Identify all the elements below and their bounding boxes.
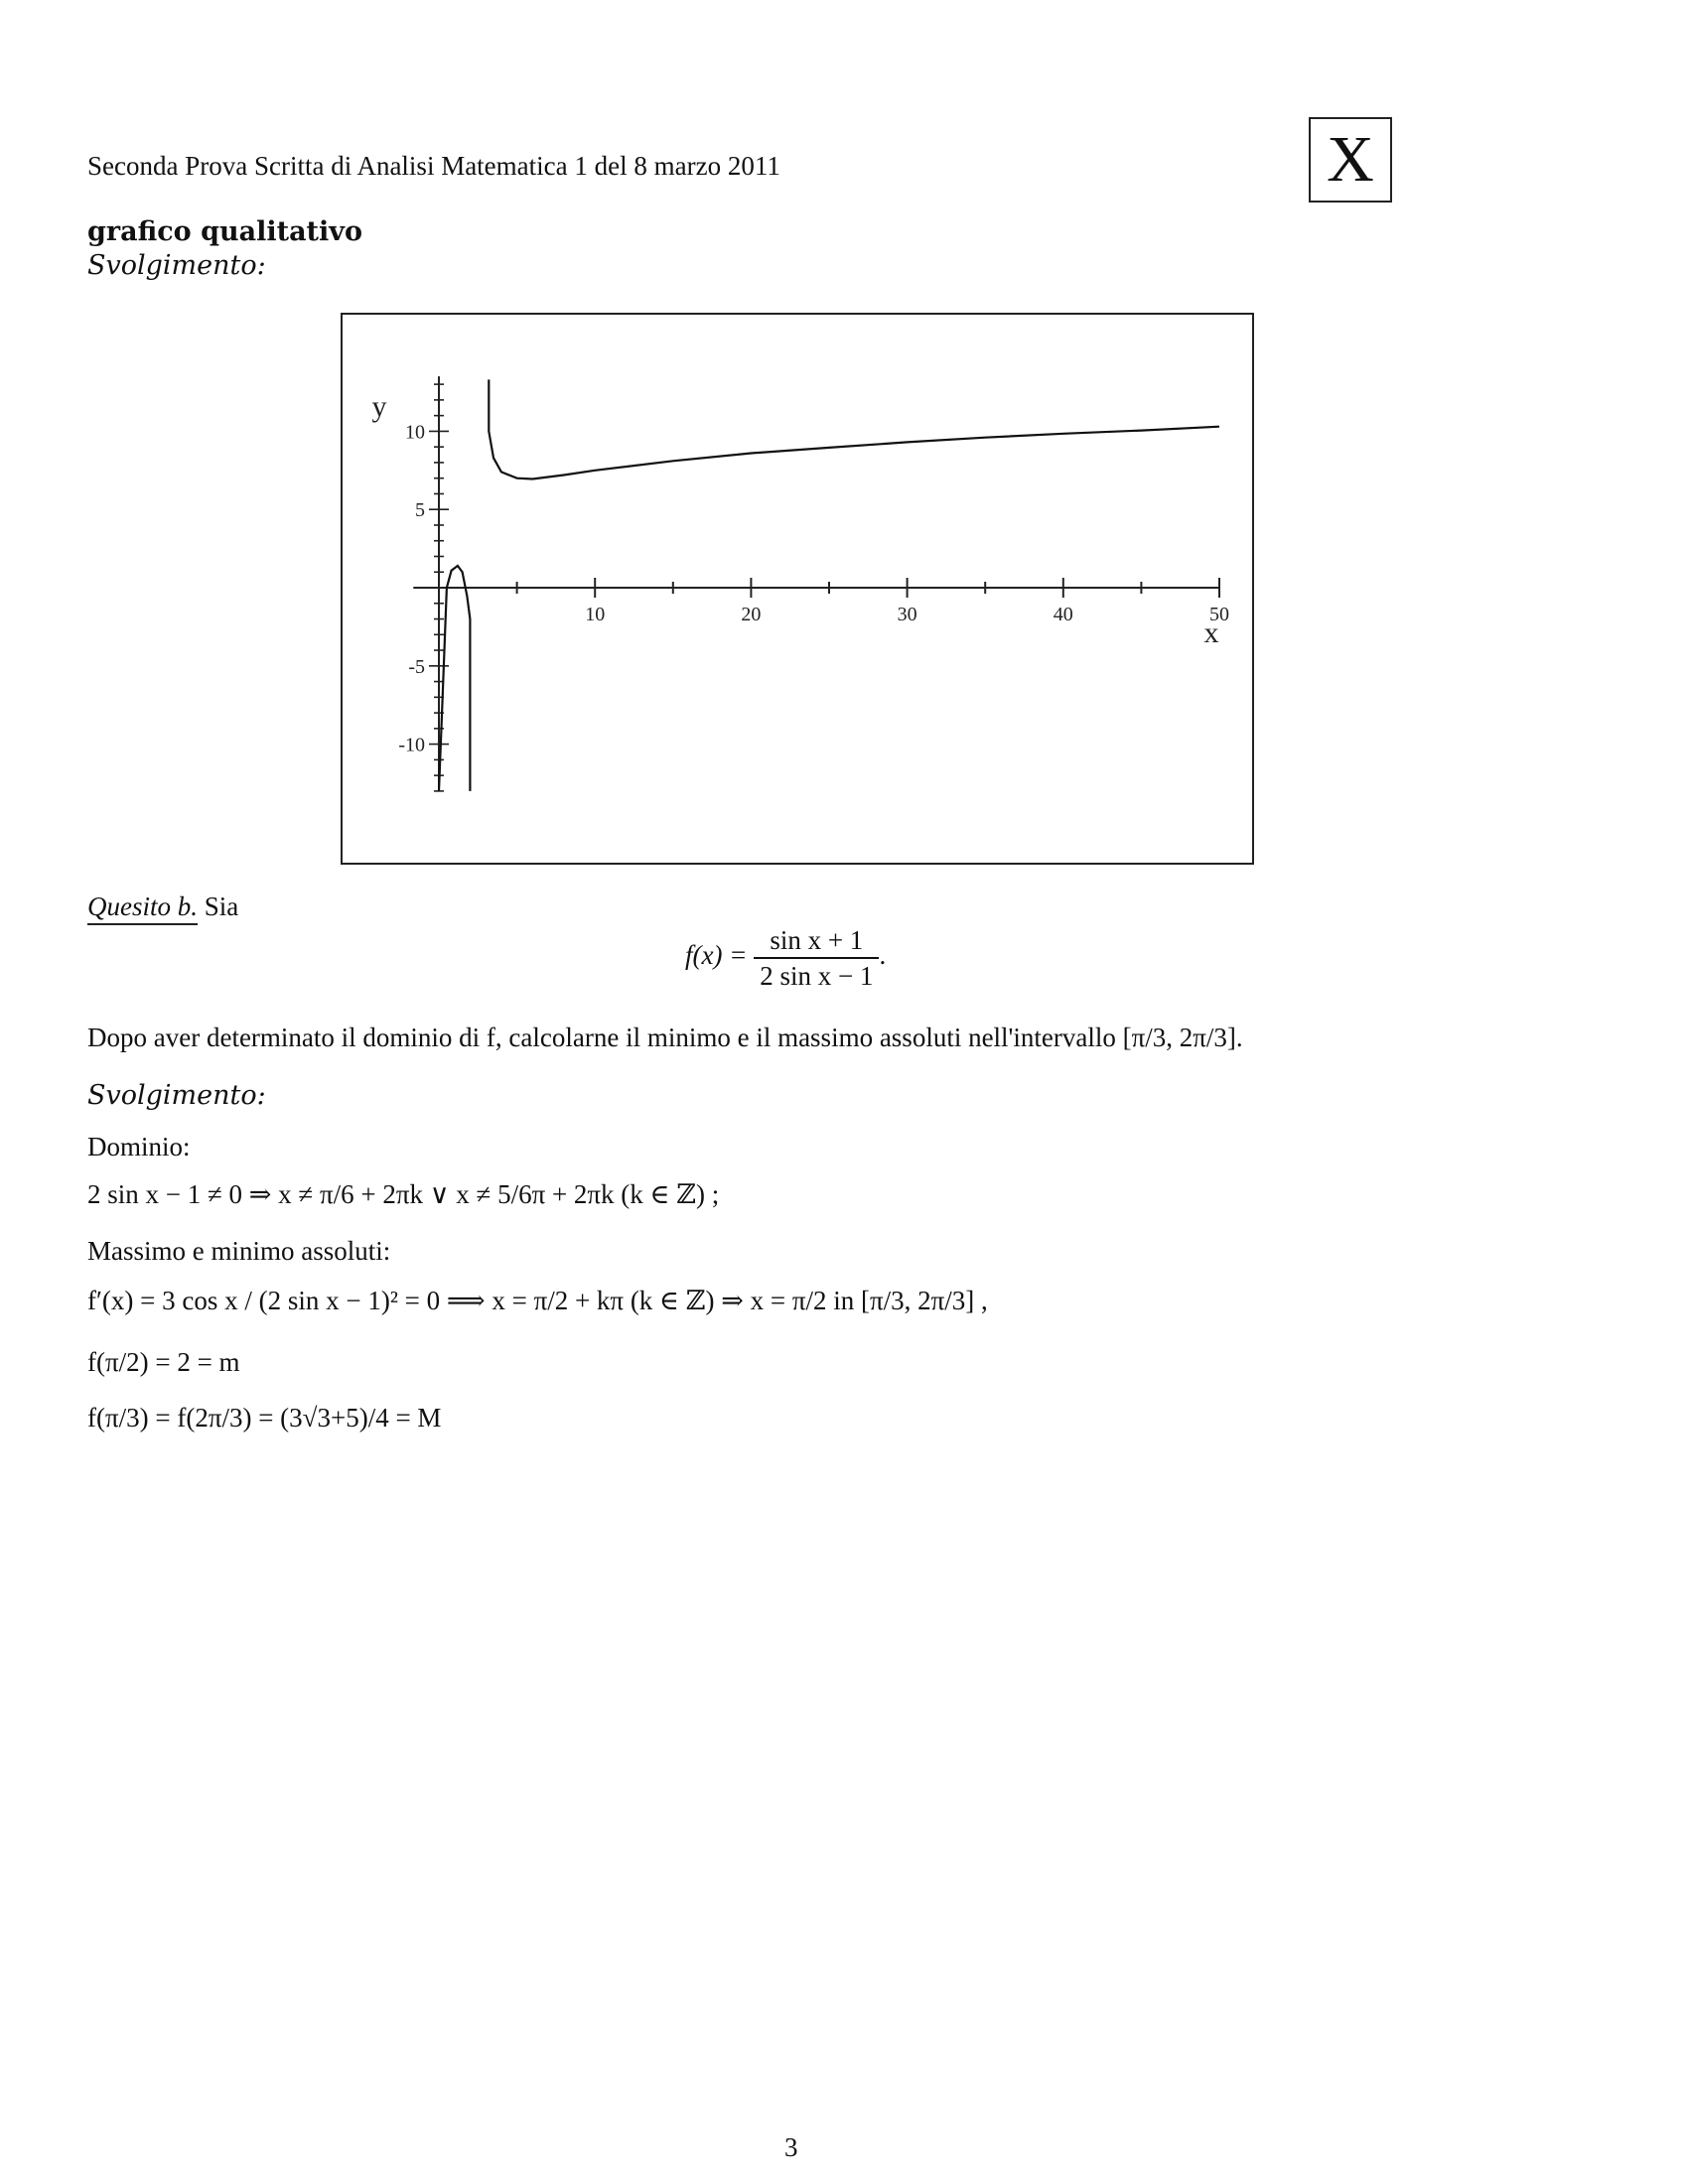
quesito-intro: Sia (204, 891, 239, 921)
axes (413, 376, 1219, 791)
axis-labels (372, 390, 1230, 755)
exam-header: Seconda Prova Scritta di Analisi Matematica 1 del 8 marzo 2011 (87, 151, 780, 181)
quesito-label: Quesito b. (87, 891, 198, 925)
curve-right (489, 379, 1219, 478)
y-tick-label: -5 (408, 655, 425, 678)
function-denominator: 2 sin x − 1 (760, 961, 874, 991)
maximum-equation: f(π/3) = f(2π/3) = (3√3+5)/4 = M (87, 1403, 442, 1433)
x-tick-label: 30 (897, 604, 917, 625)
page-number: 3 (784, 2132, 798, 2162)
x-tick-label: 10 (585, 604, 606, 625)
x-tick-label: 50 (1209, 604, 1229, 625)
problem-statement: Dopo aver determinato il dominio di f, calcolarne il minimo e il massimo assoluti nell'intervallo [π/3, 2π/3]. (87, 1023, 1243, 1052)
curve-left (439, 566, 470, 791)
quesito-line (87, 891, 238, 922)
function-fraction (754, 923, 879, 993)
function-numerator: sin x + 1 (754, 923, 879, 959)
derivative-equation: f′(x) = 3 cos x / (2 sin x − 1)² = 0 ⟹ x = π/2 + kπ (k ∈ ℤ) ⇒ x = π/2 in [π/3, 2π/3] , (87, 1286, 988, 1315)
y-tick-label: 10 (405, 421, 425, 444)
function-graph (343, 315, 1252, 863)
svolgimento-label: Svolgimento: (87, 250, 266, 281)
exam-version-box: X (1309, 117, 1392, 203)
section-title: grafico qualitativo (87, 216, 362, 247)
function-lhs: f(x) = (685, 940, 748, 971)
dominio-label: Dominio: (87, 1132, 191, 1161)
function-definition: f(x) = $\frac{\text{sin x + 1}}{\text{2 sin x − 1}}$ . (685, 925, 887, 991)
minimum-equation: f(π/2) = 2 = m (87, 1347, 240, 1377)
svolgimento-label-2: Svolgimento: (87, 1080, 266, 1111)
x-tick-label: 40 (1053, 604, 1073, 625)
y-tick-label: -10 (398, 734, 425, 756)
x-tick-label: 20 (741, 604, 762, 625)
dominio-equation: 2 sin x − 1 ≠ 0 ⇒ x ≠ π/6 + 2πk ∨ x ≠ 5/6π + 2πk (k ∈ ℤ) ; (87, 1179, 720, 1209)
y-tick-label: 5 (415, 499, 425, 522)
extrema-label: Massimo e minimo assoluti: (87, 1236, 391, 1266)
graph-frame (341, 313, 1254, 865)
y-axis-label: y (371, 390, 387, 424)
x-axis-label: x (1203, 616, 1219, 649)
